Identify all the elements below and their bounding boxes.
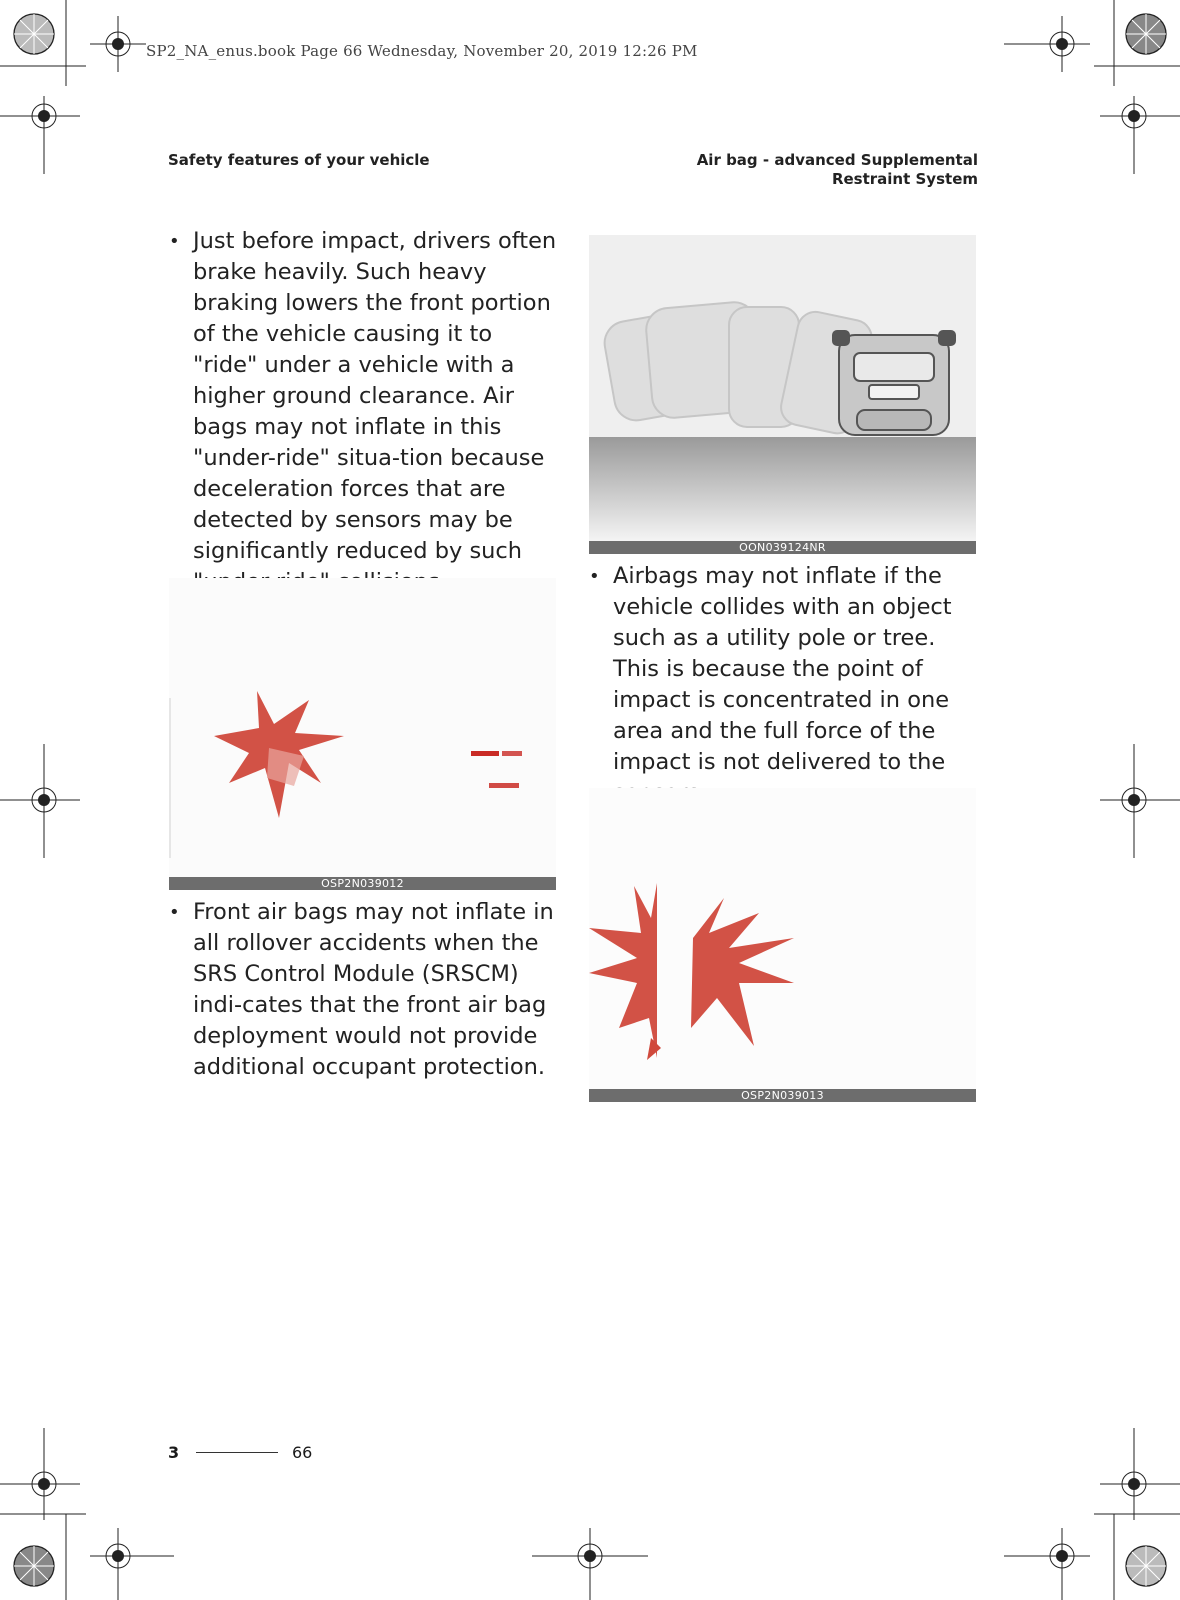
car-icon <box>833 331 955 435</box>
bullet-dot-icon: • <box>169 231 180 252</box>
bullet-dot-icon: • <box>169 902 180 923</box>
chapter-number: 3 <box>168 1443 180 1462</box>
bullet-rollover <box>169 897 563 1083</box>
bullet-text: Front air bags may not inflate in all rollover accidents when the SRS Control Module (SRSCM) indi-cates that the front air bag deployment would not provide additional occupant protection. <box>193 899 554 1080</box>
impact-starburst-icon <box>589 883 657 1058</box>
ghost-car-icon <box>601 300 875 436</box>
bullet-dot-icon: • <box>589 566 600 587</box>
impact-starburst-illustration <box>169 578 556 877</box>
car-bumper-line-icon <box>471 751 499 756</box>
bullet-under-ride <box>169 226 563 598</box>
figure-under-ride <box>169 578 556 890</box>
footer-divider <box>196 1452 278 1453</box>
running-header-left: Safety features of your vehicle <box>168 151 430 169</box>
pole-impact-illustration <box>589 788 976 1089</box>
figure-rollover <box>589 235 976 554</box>
running-header-right: Air bag - advanced Supplemental Restraint System <box>696 151 978 188</box>
figure-pole-impact <box>589 788 976 1102</box>
rollover-car-illustration <box>589 235 976 541</box>
bullet-text: Just before impact, drivers often brake heavily. Such heavy braking lowers the front portion of the vehicle causing it to "ride" under a vehicle with a higher ground clearance. Air bags may not inflate in this "under-ride" situa-tion because deceleration forces that are detected by sensors may be significantly reduced by such <box>193 228 557 564</box>
figure-caption: OSP2N039012 <box>169 877 556 890</box>
figure-caption: OSP2N039013 <box>589 1089 976 1102</box>
bullet-pole-tree <box>589 561 983 809</box>
page-number: 66 <box>292 1443 313 1462</box>
bullet-text: Airbags may not inflate if the vehicle collides with an object such as a utility pole or tree. This is because the point of impact is concentrated in one area and the full force of the impact is not delivered to the <box>613 563 952 775</box>
figure-caption: OON039124NR <box>589 541 976 554</box>
print-slug: SP2_NA_enus.book Page 66 Wednesday, November 20, 2019 12:26 PM <box>146 42 698 60</box>
